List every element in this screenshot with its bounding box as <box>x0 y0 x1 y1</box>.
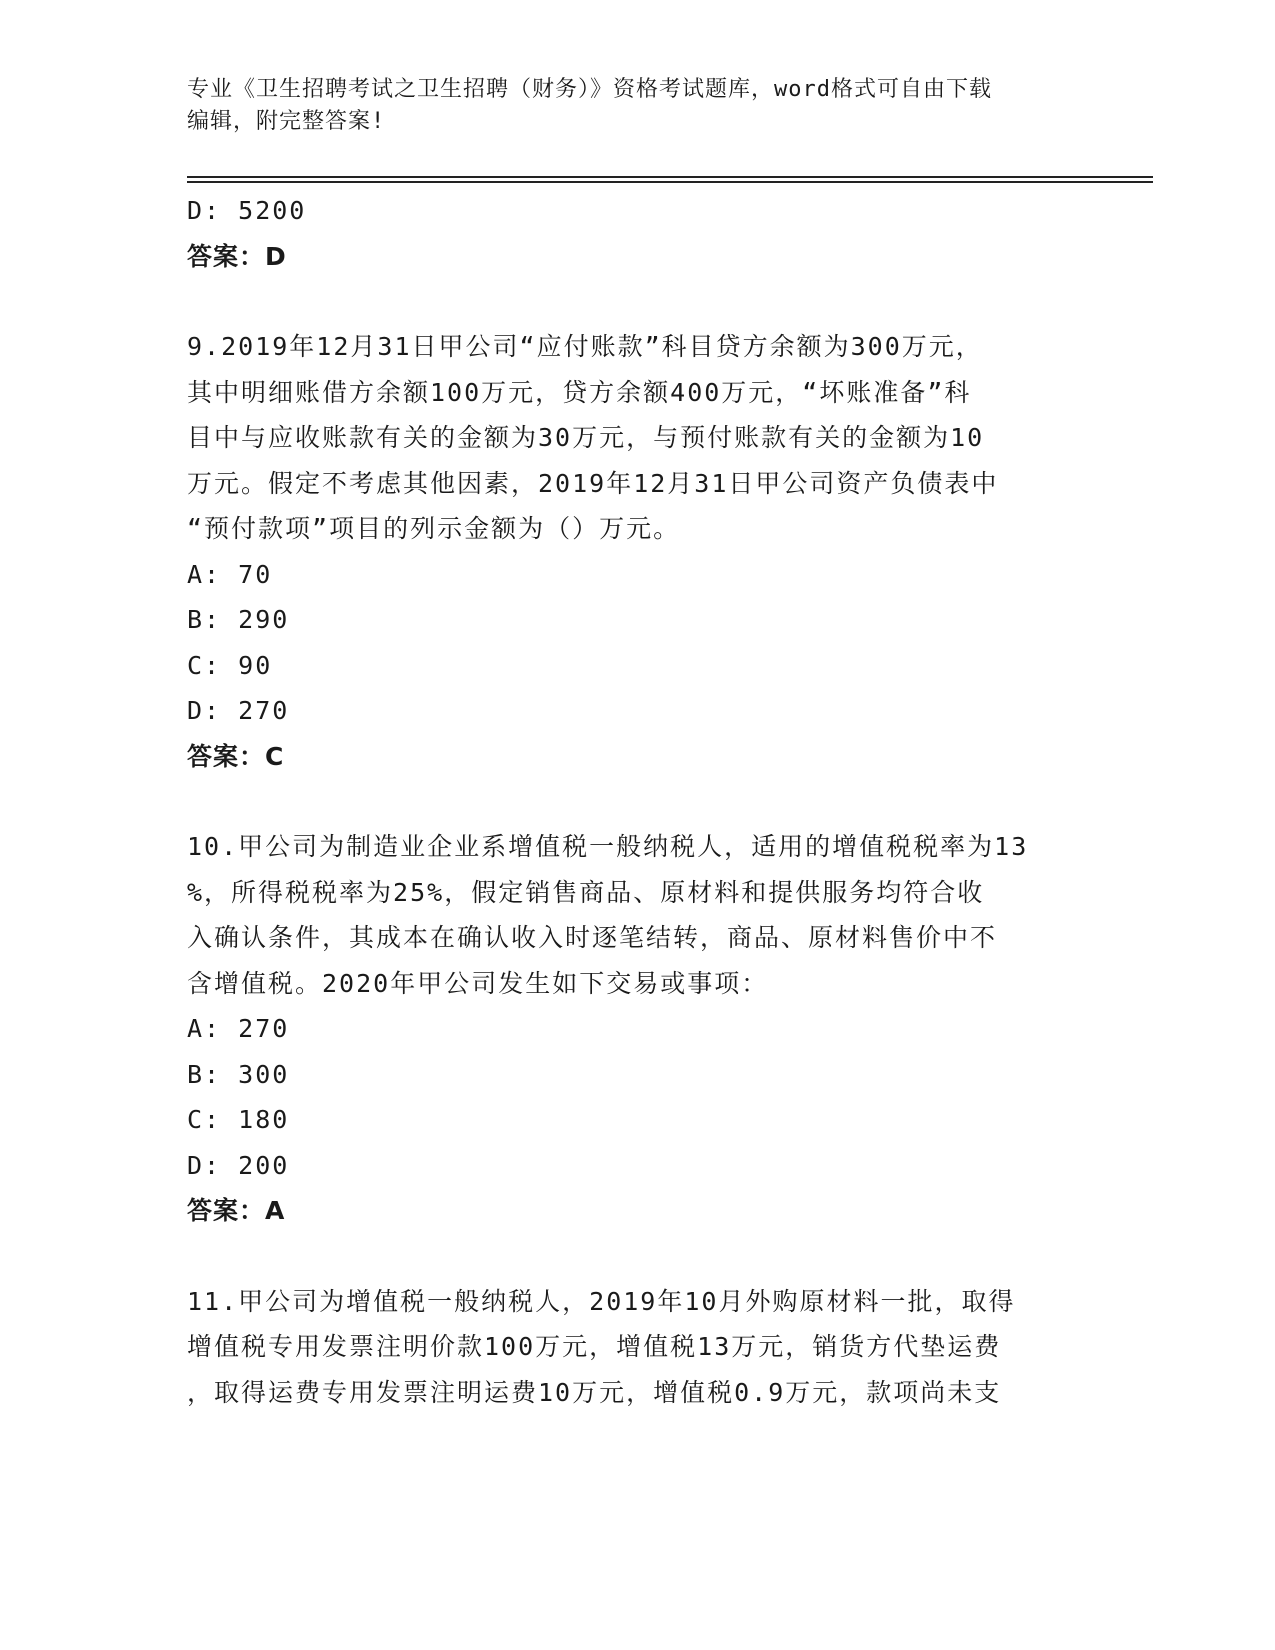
prev-answer: 答案：D <box>187 241 287 271</box>
option-c: C: 180 <box>187 1105 290 1134</box>
question-text-line: %，所得税税率为25%，假定销售商品、原材料和提供服务均符合收 <box>187 877 985 907</box>
question-text-line: 9.2019年12月31日甲公司“应付账款”科目贷方余额为300万元， <box>187 332 983 361</box>
spacer <box>187 1234 1087 1279</box>
question-10 <box>187 824 1087 1234</box>
prev-option-d: D: 5200 <box>187 196 307 225</box>
document-body <box>187 188 1087 1415</box>
question-text-line: 万元。假定不考虑其他因素，2019年12月31日甲公司资产负债表中 <box>187 468 999 498</box>
answer: 答案：C <box>187 741 285 771</box>
question-text-line: “预付款项”项目的列示金额为（）万元。 <box>187 514 681 543</box>
question-text-line: 11.甲公司为增值税一般纳税人，2019年10月外购原材料一批，取得 <box>187 1286 1016 1316</box>
question-text-line: 目中与应收账款有关的金额为30万元，与预付账款有关的金额为10 <box>187 423 985 452</box>
option-a: A: 270 <box>187 1014 290 1043</box>
answer: 答案：A <box>187 1196 286 1225</box>
header-divider-top <box>187 176 1153 178</box>
option-b: B: 300 <box>187 1059 290 1089</box>
question-text-line: 其中明细账借方余额100万元，贷方余额400万元，“坏账准备”科 <box>187 377 972 407</box>
question-11 <box>187 1279 1087 1416</box>
header-line-2: 编辑，附完整答案! <box>187 109 386 134</box>
option-a: A: 70 <box>187 559 273 589</box>
option-d: D: 200 <box>187 1150 290 1180</box>
option-b: B: 290 <box>187 605 290 634</box>
question-text-line: 入确认条件，其成本在确认收入时逐笔结转，商品、原材料售价中不 <box>187 923 998 952</box>
question-9 <box>187 324 1087 779</box>
spacer <box>187 279 1087 324</box>
question-text-line: 增值税专用发票注明价款100万元，增值税13万元，销货方代垫运费 <box>187 1332 1002 1361</box>
spacer <box>187 779 1087 824</box>
option-c: C: 90 <box>187 650 273 680</box>
question-text-line: ，取得运费专用发票注明运费10万元，增值税0.9万元，款项尚未支 <box>187 1377 1002 1407</box>
option-d: D: 270 <box>187 696 290 725</box>
header-line-1: 专业《卫生招聘考试之卫生招聘（财务）》资格考试题库，word格式可自由下载 <box>187 77 992 102</box>
question-text-line: 含增值税。2020年甲公司发生如下交易或事项： <box>187 968 769 998</box>
question-text-line: 10.甲公司为制造业企业系增值税一般纳税人，适用的增值税税率为13 <box>187 832 1029 861</box>
header-divider-bottom <box>187 181 1153 183</box>
document-header <box>187 74 1087 138</box>
